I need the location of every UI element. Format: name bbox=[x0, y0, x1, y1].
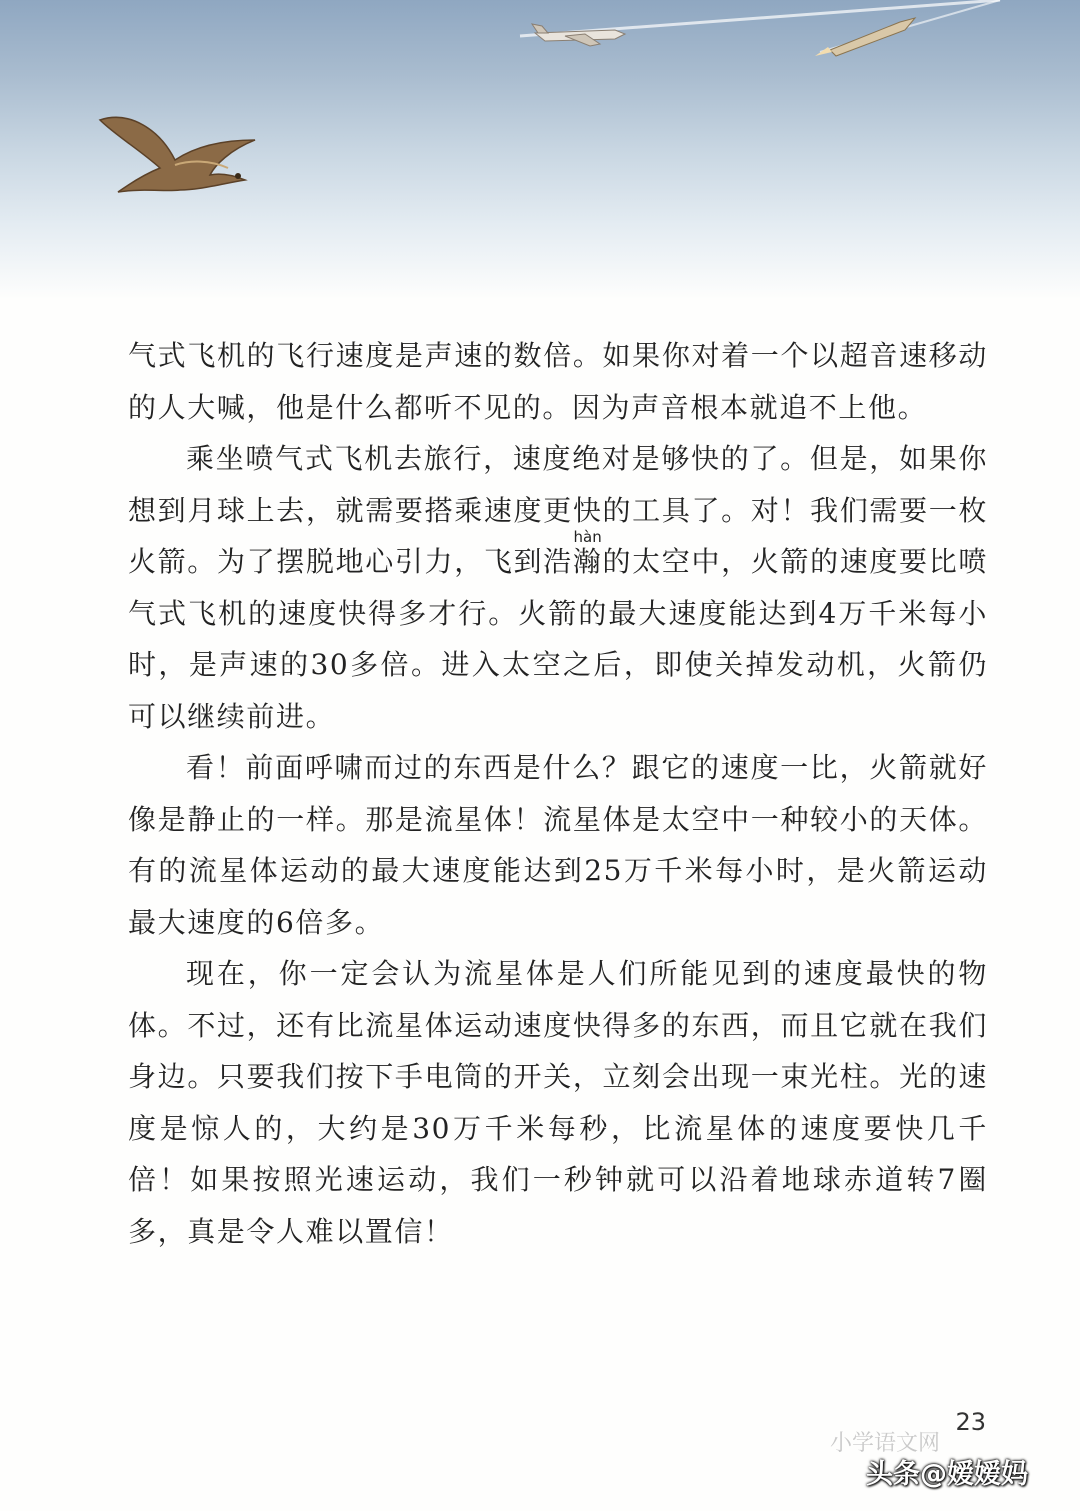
article-body bbox=[128, 330, 988, 1257]
airplane-icon bbox=[532, 24, 625, 46]
pinyin-annotation bbox=[572, 528, 603, 578]
paragraph-2-after: 的太空中，火箭的速度要比喷气式飞机的速度快得多才行。火箭的最大速度能达到4万千米每小时，是声速的30多倍。进入太空之后，即使关掉发动机，火箭仍可以继续前进。 bbox=[128, 545, 988, 733]
ruby-char: 瀚 bbox=[572, 545, 603, 578]
paragraph-2 bbox=[128, 433, 988, 742]
watermark: 头条@嫒嫒妈 bbox=[866, 1459, 1028, 1490]
sky-illustration bbox=[0, 0, 1080, 300]
paragraph-3: 看！前面呼啸而过的东西是什么？跟它的速度一比，火箭就好像是静止的一样。那是流星体！流星体是太空中一种较小的天体。有的流星体运动的最大速度能达到25万千米每小时，是火箭运动最大速度的6倍多。 bbox=[128, 751, 988, 939]
paragraph-2-before: 乘坐喷气式飞机去旅行，速度绝对是够快的了。但是，如果你想到月球上去，就需要搭乘速度更快的工具了。对！我们需要一枚火箭。为了摆脱地心引力，飞到浩 bbox=[128, 442, 988, 578]
sky-scene bbox=[0, 0, 1080, 300]
faint-watermark: 小学语文网 bbox=[829, 1431, 940, 1456]
paragraph-1: 气式飞机的飞行速度是声速的数倍。如果你对着一个以超音速移动的人大喊，他是什么都听不见的。因为声音根本就追不上他。 bbox=[128, 339, 988, 424]
ruby-pinyin: hàn bbox=[572, 528, 603, 546]
paragraph-4: 现在，你一定会认为流星体是人们所能见到的速度最快的物体。不过，还有比流星体运动速度快得多的东西，而且它就在我们身边。只要我们按下手电筒的开关，立刻会出现一束光柱。光的速度是惊人的，大约是30万千米每秒，比流星体的速度要快几千倍！如果按照光速运动，我们一秒钟就可以沿着地球赤道转7圈多，真是令人难以置信！ bbox=[128, 957, 988, 1248]
page-number: 23 bbox=[955, 1408, 986, 1436]
rocket-icon bbox=[815, 18, 915, 56]
hawk-icon bbox=[100, 117, 255, 192]
